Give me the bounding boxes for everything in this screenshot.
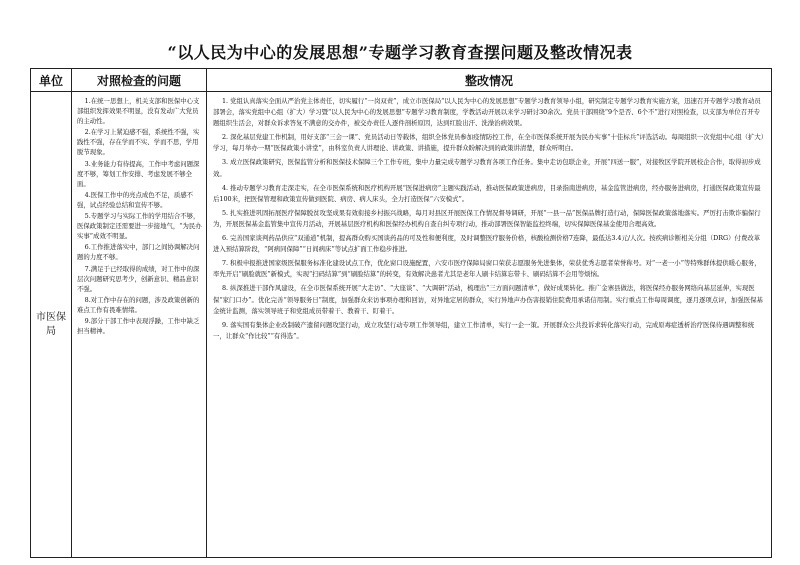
measure-item: 2. 深化基层党建工作机制，用好支部“三会一课”、党员活动日等载体，组织全体党员参加疫情防控工作，在全市医保系统开展为民办实事“十佳标兵”评选活动。每周组织一次党组中心组（扩大）学习，每月举办一期“医保政策小讲堂”，由科室负责人讲理论、讲政策、讲措施，提升群众盼解决到的政策讲清楚，群众听明白。 [213, 133, 764, 153]
measure-item: 8. 纵深推进干部作风建设，在全市医保系统开展“大走访”、“大座谈”、“大调研”活动，梳理出“三方面问题清单”，做好成果转化。推广金寨县做法，将医保经办服务网络向基层延伸，实现医保“家门口办”。优化完善“领导服务日”制度，加强群众来访事项办理和回访，对异地定居的群众，实行异地声办伤害报销住院费用承诺信用制。实行重点工作每周调度，逐月逐项点评，加强医保基金统计监测，落实领导班子和党组成员带着干、教着干、盯着干。 [213, 284, 763, 315]
issue-item: 7.满足于已经取得的成绩，对工作中的深层次问题研究思考少，创新意识、精品意识不强。 [77, 264, 200, 293]
table-header-row [31, 69, 772, 92]
issues-cell [72, 92, 207, 558]
issue-item: 4.医保工作中的亮点成色不足，质感不强，试点经验总结和宣传不够。 [77, 190, 194, 209]
unit-cell: 市医保局 [31, 92, 72, 558]
measure-item: 4. 推动专题学习教育走深走实，在全市医保系统和医疗机构开展“医保进病房”主题实践活动，推动医保政策进病房，目录指南进病房，基金监管进病房，经办服务进病房，打通医保政策宣传最后100米，把医保管理和政策宣传做到医院、病房、病人床头，全力打造医保“六安模式”。 [213, 183, 761, 203]
measure-item: 1. 党组认真落实全面从严治党主体责任，切实履行“一岗双责”，成立市医保局“以人民为中心的发展思想”专题学习教育领导小组，研究制定专题学习教育实施方案，迅速召开专题学习教育动员部署会，落实党组中心组（扩大）学习暨“以人民为中心的发展思想”专题学习教育制度，学教活动开展以来学习研讨30余次。党员干部围绕“9个是否、6个不”进行对照检查，以支部为单位召开专题组织生活会，对群众诉求答复不满意的交办件，被交办责任人逐件剖析原因，达到红脸出汗、洗澡治病效果。 [213, 97, 761, 128]
issue-item: 3.业务能力有待提高，工作中考虑问题深度不够，筹划工作安排、考虑发展不够全面。 [77, 159, 200, 188]
measure-item: 3. 成立医保政策研究，医保监管分析和医保技术保障三个工作专班，集中力量完成专题学习教育各项工作任务。集中走访包联企业，开展“四送一服”，对接牧区学院开展校企合作，取得初步成效。 [213, 158, 761, 178]
header-measures: 整改情况 [207, 69, 772, 92]
measure-item: 7. 积极申报推进国家级医保服务标准化建设试点工作，优化窗口设施配置，六安市医疗保障局窗口荣获志愿服务先进集体，荣获优秀志愿者荣誉称号。对“一老一小”等特殊群体提供暖心服务，率先开启“刷脸就医”新模式，实现“扫码结算”到“刷脸结算”的转变，有效解决患者尤其是老年人刷卡结算忘带卡、刷码结算不会用等烦恼。 [213, 259, 761, 279]
table-row [31, 92, 772, 558]
header-unit: 单位 [31, 69, 72, 92]
issue-item: 8.对工作中存在的问题，涉及政策创新的难点工作有畏难情绪。 [77, 295, 200, 314]
measures-cell [207, 92, 772, 558]
issue-item: 2.在学习上紧迫感不强，系统性不强，实践性不强，存在学而不实、学而不思，学用脱节现象。 [77, 128, 200, 157]
measure-item: 6. 完善国家谈判药品供应“双通道”机制，提高群众购买国谈药品的可及性和便利度，及时调整医疗服务价格，核酸检测价格7连降，最低达3.4元/人次。按疾病诊断相关分组（DRG）付费改革进入预结算阶段，“阿病同保障”“日间病床”等试点扩面工作稳步推进。 [213, 234, 761, 254]
issue-item: 5.专题学习与实际工作的学用结合不够，医保政策制定还需要进一步接地气，“为民办实事”成效不明显。 [77, 212, 202, 241]
measure-item: 5. 扎实推进巩固拓展医疗保障脱贫攻坚成果有效衔接乡村振兴战略，每月对县区开展医保工作情况督导调研，开展“一县一品”医保品牌打造行动，保障医保政策落地落实。严厉打击欺诈骗保行为，开展医保基金监管集中宣传月活动，开展基层医疗机构和医保经办机构自查自纠专项行动，推动部署医保智能监控终端，切实保障医保基金使用合理高效。 [213, 208, 761, 228]
document-title: “以人民为中心的发展思想”专题学习教育查摆问题及整改情况表 [167, 43, 633, 62]
measure-item: 9. 落实国有集体企业改制破产遗留问题攻坚行动，成立攻坚行动专项工作领导组，建立工作清单，实行一企一策。开展群众公共投诉求转化落实行动，完成原毒症透析治疗医保待遇调整和统一，让群众“作比较”“有得选”。 [213, 320, 755, 340]
header-issues: 对照检查的问题 [72, 69, 207, 92]
issue-item: 6.工作推进落实中，部门之间协调解决问题的力度不够。 [77, 243, 200, 262]
issue-item: 9.部分干部工作中表现浮躁，工作中缺乏担当精神。 [77, 316, 200, 336]
rectification-table [30, 68, 772, 558]
issue-item: 1.在统一思想上，机关支部和医保中心支部组织发挥效果不明显，没有发动广大党员的主动性。 [77, 97, 200, 126]
